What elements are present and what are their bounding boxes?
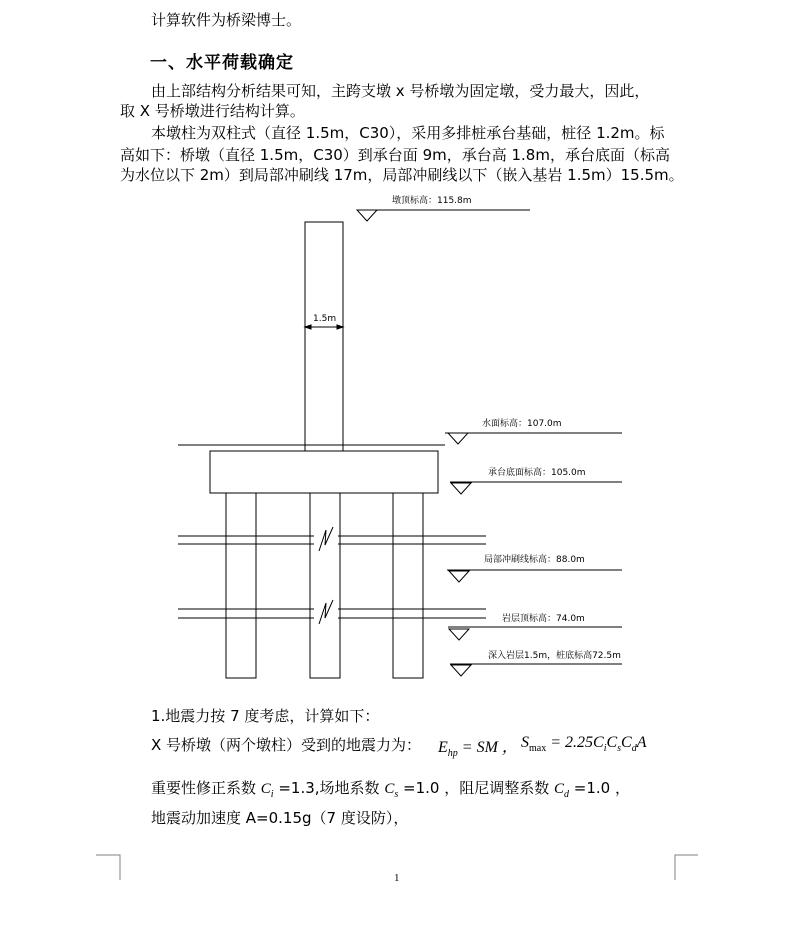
para2-line2: 高如下：桥墩（直径 1.5m，C30）到承台面 9m，承台高 1.8m，承台底面（标高 — [120, 146, 670, 164]
section-heading: 一、水平荷载确定 — [150, 53, 294, 73]
scour-line-label: 局部冲刷线标高：88.0m — [484, 555, 585, 565]
para2-line3: 为水位以下 2m）到局部冲刷线 17m，局部冲刷线以下（嵌入基岩 1.5m）15.5m。 — [120, 166, 684, 184]
acceleration-line: 地震动加速度 A=0.15g（7 度设防）， — [151, 809, 409, 827]
page-number: 1 — [394, 872, 400, 884]
formula-smax: $S_{max} = 2.25C_iC_sC_dA$ — [521, 734, 647, 755]
water-level-label: 水面标高：107.0m — [482, 419, 562, 429]
intro-line: 计算软件为桥梁博士。 — [151, 11, 302, 29]
line2-prefix: X 号桥墩（两个墩柱）受到的地震力为： — [151, 736, 422, 754]
para2-line1: 本墩柱为双柱式（直径 1.5m，C30），采用多排桩承台基础，桩径 1.2m。标 — [151, 124, 665, 142]
item1-heading: 1.地震力按 7 度考虑，计算如下： — [151, 707, 380, 725]
pier-top-label: 墩顶标高：115.8m — [392, 196, 472, 206]
pile-bottom-label: 深入岩层1.5m，桩底标高72.5m — [488, 651, 621, 661]
formula-earthquake-force: $E_{hp}$ = SM ， — [438, 739, 518, 760]
para1-line1: 由上部结构分析结果可知，主跨支墩 x 号桥墩为固定墩，受力最大，因此， — [151, 82, 650, 100]
para1-line2: 取 X 号桥墩进行结构计算。 — [120, 102, 305, 120]
pier-width-label: 1.5m — [313, 314, 337, 324]
rock-top-label: 岩层顶标高：74.0m — [502, 614, 585, 624]
cap-bottom-label: 承台底面标高：105.0m — [488, 468, 586, 478]
coefficients-line: 重要性修正系数 $C_i =1.3$,场地系数 $C_s =1.0$ ，阻尼调整系数 $C_d =1.0$ ， — [151, 779, 630, 800]
